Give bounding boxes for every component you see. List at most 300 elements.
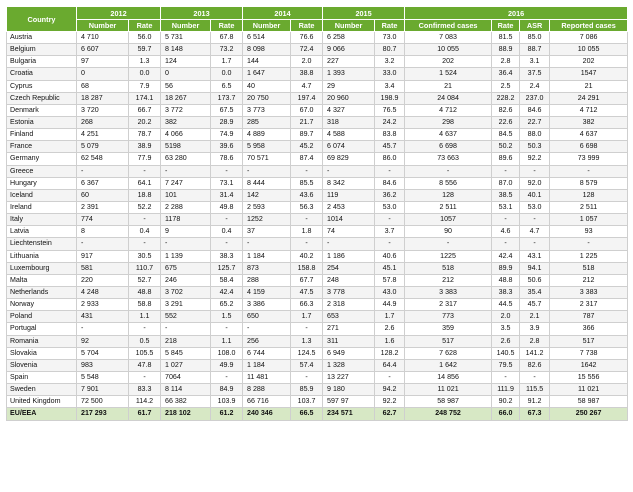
- value-cell: 31.4: [211, 189, 243, 201]
- value-cell: 66.3: [291, 299, 323, 311]
- value-cell: 57.4: [291, 359, 323, 371]
- value-cell: 1 027: [161, 359, 211, 371]
- value-cell: 4.7: [520, 226, 550, 238]
- value-cell: 359: [405, 323, 492, 335]
- value-cell: 174.1: [129, 92, 161, 104]
- value-cell: 88.7: [520, 44, 550, 56]
- value-cell: 89.7: [291, 129, 323, 141]
- value-cell: 197.4: [291, 92, 323, 104]
- value-cell: 0.4: [129, 226, 161, 238]
- country-cell: Latvia: [7, 226, 77, 238]
- value-cell: 92: [77, 335, 129, 347]
- value-cell: 94.2: [375, 384, 405, 396]
- value-cell: 6 258: [323, 32, 375, 44]
- value-cell: 77.9: [129, 153, 161, 165]
- value-cell: 271: [323, 323, 375, 335]
- value-cell: -: [129, 214, 161, 226]
- table-row: [7, 262, 628, 274]
- value-cell: 64.4: [375, 359, 405, 371]
- value-cell: -: [520, 214, 550, 226]
- value-cell: 5 731: [161, 32, 211, 44]
- value-cell: 298: [405, 116, 492, 128]
- country-cell: Iceland: [7, 189, 77, 201]
- value-cell: 124.5: [291, 347, 323, 359]
- total-row: [7, 408, 628, 420]
- value-cell: 18 267: [161, 92, 211, 104]
- value-cell: 40.6: [375, 250, 405, 262]
- value-cell: 0: [161, 68, 211, 80]
- value-cell: 5 079: [77, 141, 129, 153]
- value-cell: 1014: [323, 214, 375, 226]
- table-row: [7, 226, 628, 238]
- value-cell: -: [291, 238, 323, 250]
- value-cell: 5198: [161, 141, 211, 153]
- value-cell: 3 386: [243, 299, 291, 311]
- value-cell: 62.7: [375, 408, 405, 420]
- value-cell: 1.3: [129, 56, 161, 68]
- value-cell: 52.7: [129, 274, 161, 286]
- value-cell: 4 712: [550, 104, 628, 116]
- value-cell: 73.0: [375, 32, 405, 44]
- value-cell: 65.2: [211, 299, 243, 311]
- value-cell: 78.7: [129, 129, 161, 141]
- value-cell: 1 184: [243, 250, 291, 262]
- value-cell: 4 327: [323, 104, 375, 116]
- value-cell: 2 453: [323, 201, 375, 213]
- table-row: [7, 384, 628, 396]
- value-cell: 250 267: [550, 408, 628, 420]
- value-cell: 873: [243, 262, 291, 274]
- value-cell: 141.2: [520, 347, 550, 359]
- value-cell: 67.0: [291, 104, 323, 116]
- value-cell: 82.6: [492, 104, 520, 116]
- value-cell: 87.4: [291, 153, 323, 165]
- value-cell: 318: [323, 116, 375, 128]
- value-cell: -: [77, 165, 129, 177]
- reported-cases-header: Reported cases: [550, 20, 628, 32]
- country-cell: Hungary: [7, 177, 77, 189]
- value-cell: 70 571: [243, 153, 291, 165]
- value-cell: 6 514: [243, 32, 291, 44]
- value-cell: 61.7: [129, 408, 161, 420]
- value-cell: 105.5: [129, 347, 161, 359]
- value-cell: 0.4: [211, 226, 243, 238]
- value-cell: -: [129, 371, 161, 383]
- value-cell: 85.9: [291, 384, 323, 396]
- rate-header: Rate: [291, 20, 323, 32]
- value-cell: 1 139: [161, 250, 211, 262]
- value-cell: -: [492, 214, 520, 226]
- confirmed-cases-header: Confirmed cases: [405, 20, 492, 32]
- value-cell: 92.2: [520, 153, 550, 165]
- value-cell: 198.9: [375, 92, 405, 104]
- value-cell: 773: [405, 311, 492, 323]
- value-cell: -: [405, 238, 492, 250]
- country-cell: Estonia: [7, 116, 77, 128]
- value-cell: 108.0: [211, 347, 243, 359]
- value-cell: 217 293: [77, 408, 129, 420]
- value-cell: 88.0: [520, 129, 550, 141]
- table-row: [7, 323, 628, 335]
- value-cell: -: [291, 323, 323, 335]
- value-cell: 45.1: [375, 262, 405, 274]
- value-cell: 50.2: [492, 141, 520, 153]
- value-cell: -: [492, 165, 520, 177]
- value-cell: 91.2: [520, 396, 550, 408]
- value-cell: 8 579: [550, 177, 628, 189]
- value-cell: 8 114: [161, 384, 211, 396]
- value-cell: 52.2: [129, 201, 161, 213]
- value-cell: 72 500: [77, 396, 129, 408]
- value-cell: 73 663: [405, 153, 492, 165]
- value-cell: 61.2: [211, 408, 243, 420]
- country-cell: Austria: [7, 32, 77, 44]
- value-cell: -: [243, 323, 291, 335]
- value-cell: -: [243, 238, 291, 250]
- data-table-container: [6, 6, 627, 421]
- value-cell: 58 987: [405, 396, 492, 408]
- value-cell: 21.7: [291, 116, 323, 128]
- value-cell: 87.0: [492, 177, 520, 189]
- value-cell: 83.3: [129, 384, 161, 396]
- value-cell: 48.8: [492, 274, 520, 286]
- value-cell: 38.3: [211, 250, 243, 262]
- value-cell: 47.8: [129, 359, 161, 371]
- value-cell: 18 287: [77, 92, 129, 104]
- value-cell: 66.5: [291, 408, 323, 420]
- value-cell: 212: [405, 274, 492, 286]
- value-cell: 144: [243, 56, 291, 68]
- value-cell: 128: [405, 189, 492, 201]
- value-cell: 256: [243, 335, 291, 347]
- number-header: Number: [323, 20, 375, 32]
- table-row: [7, 80, 628, 92]
- value-cell: 650: [243, 311, 291, 323]
- country-cell: Lithuania: [7, 250, 77, 262]
- value-cell: 124: [161, 56, 211, 68]
- country-cell: Spain: [7, 371, 77, 383]
- value-cell: -: [375, 238, 405, 250]
- value-cell: -: [161, 323, 211, 335]
- value-cell: 64.1: [129, 177, 161, 189]
- value-cell: 20.2: [129, 116, 161, 128]
- value-cell: -: [323, 238, 375, 250]
- value-cell: 366: [550, 323, 628, 335]
- value-cell: 101: [161, 189, 211, 201]
- country-cell: Belgium: [7, 44, 77, 56]
- value-cell: 67.5: [211, 104, 243, 116]
- value-cell: 90: [405, 226, 492, 238]
- value-cell: 0: [77, 68, 129, 80]
- value-cell: 518: [405, 262, 492, 274]
- value-cell: 24 291: [550, 92, 628, 104]
- value-cell: 66.7: [129, 104, 161, 116]
- value-cell: 63 280: [161, 153, 211, 165]
- value-cell: 74.9: [211, 129, 243, 141]
- value-cell: 4 637: [405, 129, 492, 141]
- value-cell: 4 251: [77, 129, 129, 141]
- value-cell: 82.6: [520, 359, 550, 371]
- value-cell: 2 391: [77, 201, 129, 213]
- value-cell: 1225: [405, 250, 492, 262]
- value-cell: 42.4: [492, 250, 520, 262]
- country-cell: Sweden: [7, 384, 77, 396]
- value-cell: 1.1: [129, 311, 161, 323]
- cases-table: [6, 6, 628, 421]
- value-cell: 218: [161, 335, 211, 347]
- value-cell: 2 511: [405, 201, 492, 213]
- country-cell: Cyprus: [7, 80, 77, 92]
- country-cell: Bulgaria: [7, 56, 77, 68]
- value-cell: 115.5: [520, 384, 550, 396]
- value-cell: 22.7: [520, 116, 550, 128]
- value-cell: 56: [161, 80, 211, 92]
- value-cell: 10 055: [405, 44, 492, 56]
- number-header: Number: [77, 20, 129, 32]
- value-cell: 3 291: [161, 299, 211, 311]
- value-cell: 0.5: [129, 335, 161, 347]
- value-cell: 6 744: [243, 347, 291, 359]
- value-cell: 4 159: [243, 286, 291, 298]
- value-cell: 1.8: [291, 226, 323, 238]
- value-cell: 97: [77, 56, 129, 68]
- value-cell: -: [520, 238, 550, 250]
- country-cell: Liechtenstein: [7, 238, 77, 250]
- value-cell: 7064: [161, 371, 211, 383]
- value-cell: 45.7: [520, 299, 550, 311]
- value-cell: 142: [243, 189, 291, 201]
- value-cell: 228.2: [492, 92, 520, 104]
- value-cell: 11 021: [550, 384, 628, 396]
- table-header: [7, 7, 628, 32]
- value-cell: 382: [550, 116, 628, 128]
- rate-header: Rate: [211, 20, 243, 32]
- value-cell: 248 752: [405, 408, 492, 420]
- value-cell: 158.8: [291, 262, 323, 274]
- country-cell: Poland: [7, 311, 77, 323]
- value-cell: 1 057: [550, 214, 628, 226]
- value-cell: -: [291, 165, 323, 177]
- value-cell: 7 086: [550, 32, 628, 44]
- value-cell: -: [520, 165, 550, 177]
- value-cell: 3 702: [161, 286, 211, 298]
- value-cell: 81.5: [492, 32, 520, 44]
- value-cell: 288: [243, 274, 291, 286]
- value-cell: 2 593: [243, 201, 291, 213]
- value-cell: 58.4: [211, 274, 243, 286]
- value-cell: 66 382: [161, 396, 211, 408]
- value-cell: 382: [161, 116, 211, 128]
- value-cell: 38.3: [492, 286, 520, 298]
- value-cell: 21: [550, 80, 628, 92]
- value-cell: 3 383: [405, 286, 492, 298]
- value-cell: 40.1: [520, 189, 550, 201]
- rate-header: Rate: [375, 20, 405, 32]
- value-cell: -: [550, 165, 628, 177]
- value-cell: 53.1: [492, 201, 520, 213]
- value-cell: 84.6: [375, 177, 405, 189]
- table-row: [7, 311, 628, 323]
- value-cell: 248: [323, 274, 375, 286]
- value-cell: 234 571: [323, 408, 375, 420]
- value-cell: -: [129, 323, 161, 335]
- value-cell: 3.9: [520, 323, 550, 335]
- value-cell: 4 710: [77, 32, 129, 44]
- value-cell: 45.2: [291, 141, 323, 153]
- value-cell: 93: [550, 226, 628, 238]
- value-cell: 2 288: [161, 201, 211, 213]
- value-cell: 268: [77, 116, 129, 128]
- value-cell: 2.1: [520, 311, 550, 323]
- value-cell: 74: [323, 226, 375, 238]
- value-cell: 240 346: [243, 408, 291, 420]
- table-row: [7, 141, 628, 153]
- rate-header: Rate: [129, 20, 161, 32]
- value-cell: -: [323, 165, 375, 177]
- value-cell: 2.0: [492, 311, 520, 323]
- table-row: [7, 359, 628, 371]
- value-cell: 40.2: [291, 250, 323, 262]
- value-cell: 11 021: [405, 384, 492, 396]
- country-cell: Norway: [7, 299, 77, 311]
- value-cell: 202: [405, 56, 492, 68]
- value-cell: 83.8: [375, 129, 405, 141]
- value-cell: -: [211, 238, 243, 250]
- value-cell: 60: [77, 189, 129, 201]
- value-cell: 1 524: [405, 68, 492, 80]
- value-cell: 80.7: [375, 44, 405, 56]
- value-cell: 59.7: [129, 44, 161, 56]
- table-row: [7, 44, 628, 56]
- value-cell: 1057: [405, 214, 492, 226]
- value-cell: 6 607: [77, 44, 129, 56]
- value-cell: 11 481: [243, 371, 291, 383]
- country-cell: Italy: [7, 214, 77, 226]
- value-cell: -: [492, 371, 520, 383]
- value-cell: 125.7: [211, 262, 243, 274]
- value-cell: 4 248: [77, 286, 129, 298]
- table-row: [7, 177, 628, 189]
- table-row: [7, 335, 628, 347]
- value-cell: 1.7: [291, 311, 323, 323]
- table-row: [7, 92, 628, 104]
- value-cell: 140.5: [492, 347, 520, 359]
- value-cell: 24.2: [375, 116, 405, 128]
- value-cell: 119: [323, 189, 375, 201]
- value-cell: 47.5: [291, 286, 323, 298]
- value-cell: 431: [77, 311, 129, 323]
- value-cell: -: [211, 323, 243, 335]
- value-cell: -: [520, 371, 550, 383]
- value-cell: 2.6: [375, 323, 405, 335]
- value-cell: 21: [405, 80, 492, 92]
- value-cell: 39.6: [211, 141, 243, 153]
- value-cell: 43.1: [520, 250, 550, 262]
- value-cell: 4 889: [243, 129, 291, 141]
- value-cell: 212: [550, 274, 628, 286]
- value-cell: 18.8: [129, 189, 161, 201]
- value-cell: 2.4: [520, 80, 550, 92]
- value-cell: 0.0: [129, 68, 161, 80]
- country-cell: Malta: [7, 274, 77, 286]
- value-cell: 13 227: [323, 371, 375, 383]
- value-cell: 10 055: [550, 44, 628, 56]
- country-cell: Denmark: [7, 104, 77, 116]
- country-cell: Netherlands: [7, 286, 77, 298]
- country-cell: EU/EEA: [7, 408, 77, 420]
- country-cell: United Kingdom: [7, 396, 77, 408]
- value-cell: 9: [161, 226, 211, 238]
- year-header-2015: 2015: [323, 7, 405, 20]
- value-cell: 9 180: [323, 384, 375, 396]
- value-cell: 57.8: [375, 274, 405, 286]
- value-cell: 6 367: [77, 177, 129, 189]
- value-cell: 8 444: [243, 177, 291, 189]
- value-cell: 15 556: [550, 371, 628, 383]
- country-cell: Romania: [7, 335, 77, 347]
- value-cell: 58 987: [550, 396, 628, 408]
- value-cell: 20 750: [243, 92, 291, 104]
- value-cell: 237.0: [520, 92, 550, 104]
- value-cell: 92.0: [520, 177, 550, 189]
- table-row: [7, 371, 628, 383]
- table-row: [7, 32, 628, 44]
- value-cell: 62 548: [77, 153, 129, 165]
- country-cell: Czech Republic: [7, 92, 77, 104]
- value-cell: 581: [77, 262, 129, 274]
- value-cell: 38.9: [129, 141, 161, 153]
- value-cell: -: [211, 165, 243, 177]
- value-cell: -: [211, 214, 243, 226]
- value-cell: 774: [77, 214, 129, 226]
- value-cell: 88.9: [492, 44, 520, 56]
- value-cell: -: [492, 238, 520, 250]
- value-cell: 49.8: [211, 201, 243, 213]
- country-cell: Croatia: [7, 68, 77, 80]
- value-cell: 8 098: [243, 44, 291, 56]
- value-cell: 78.6: [211, 153, 243, 165]
- value-cell: 38.8: [291, 68, 323, 80]
- value-cell: 103.7: [291, 396, 323, 408]
- value-cell: 1.5: [211, 311, 243, 323]
- value-cell: 68: [77, 80, 129, 92]
- value-cell: 6 074: [323, 141, 375, 153]
- value-cell: 1.6: [375, 335, 405, 347]
- value-cell: 3 720: [77, 104, 129, 116]
- value-cell: -: [405, 165, 492, 177]
- value-cell: -: [375, 165, 405, 177]
- table-row: [7, 214, 628, 226]
- table-row: [7, 165, 628, 177]
- value-cell: 2.5: [492, 80, 520, 92]
- value-cell: 1178: [161, 214, 211, 226]
- value-cell: 53.0: [520, 201, 550, 213]
- value-cell: 3.4: [375, 80, 405, 92]
- country-cell: Germany: [7, 153, 77, 165]
- value-cell: 40: [243, 80, 291, 92]
- value-cell: 7 083: [405, 32, 492, 44]
- value-cell: 84.5: [492, 129, 520, 141]
- table-row: [7, 116, 628, 128]
- value-cell: 8 148: [161, 44, 211, 56]
- value-cell: 2 933: [77, 299, 129, 311]
- value-cell: 66 716: [243, 396, 291, 408]
- value-cell: 49.9: [211, 359, 243, 371]
- value-cell: 1 642: [405, 359, 492, 371]
- country-cell: Luxembourg: [7, 262, 77, 274]
- value-cell: 1 186: [323, 250, 375, 262]
- value-cell: 86.0: [375, 153, 405, 165]
